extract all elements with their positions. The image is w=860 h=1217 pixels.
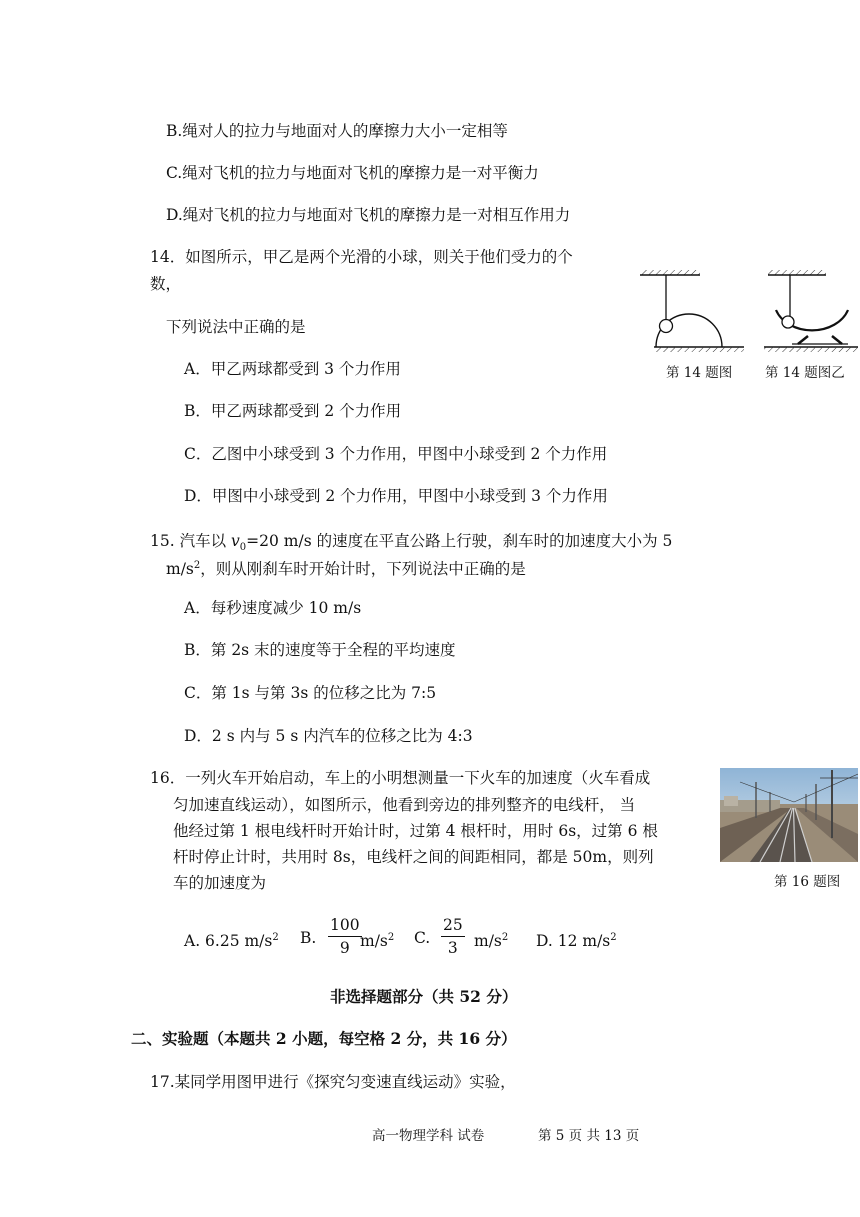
q14-caption-yi: 第 14 题图乙 [765,365,845,381]
q14-caption-jia: 第 14 题图 [666,365,733,381]
q16-option-d-text: D. 12 m/s [536,932,611,951]
q15-option-a: A．每秒速度减少 10 m/s [184,599,362,617]
q16-option-a-sup: 2 [272,932,279,943]
q15-v-symbol: v [231,532,240,550]
q16-option-a [184,928,279,951]
q13-option-d: D.绳对飞机的拉力与地面对飞机的摩擦力是一对相互作用力 [166,206,571,224]
q16-option-c-denominator: 3 [447,939,458,957]
q16-option-a-text: A. 6.25 m/s [184,932,273,951]
q16-option-c-unit [474,928,508,951]
q16-option-c-fraction [441,914,465,959]
q16-railway-photo [720,768,858,862]
q16-stem-line1: 16．一列火车开始启动，车上的小明想测量一下火车的加速度（火车看成 [150,769,651,787]
q13-option-b: B.绳对人的拉力与地面对人的摩擦力大小一定相等 [166,122,508,140]
q16-option-b-denominator: 9 [339,939,350,957]
q17-stem: 17.某同学用图甲进行《探究匀变速直线运动》实验， [150,1073,516,1091]
q14-figure-jia [636,266,746,358]
q16-stem-line4: 杆时停止计时，共用时 8s，电线杆之间的间距相同，都是 50m，则列 [173,848,654,866]
q13-option-c: C.绳对飞机的拉力与地面对飞机的摩擦力是一对平衡力 [166,164,539,182]
q16-option-c-label: C. [414,929,431,947]
q15-unit: m/s [166,560,194,579]
q15-option-d: D．2 s 内与 5 s 内汽车的位移之比为 4:3 [184,727,473,745]
q16-stem-line5: 车的加速度为 [173,874,267,892]
q14-stem-line3: 下列说法中正确的是 [166,318,306,336]
q16-option-c-unit-text: m/s [474,932,502,951]
q16-option-b-unit [360,928,394,951]
section-title: 非选择题部分（共 52 分） [330,987,518,1006]
q16-stem-line3: 他经过第 1 根电线杆时开始计时，过第 4 根杆时，用时 6s，过第 6 根 [173,822,658,840]
footer-subject: 高一物理学科 试卷 [372,1128,485,1144]
q14-option-b: B．甲乙两球都受到 2 个力作用 [184,402,402,420]
part2-title: 二、实验题（本题共 2 小题，每空格 2 分，共 16 分） [131,1029,517,1048]
q15-option-c: C．第 1s 与第 3s 的位移之比为 7:5 [184,684,437,702]
q16-option-b-label: B. [300,929,317,947]
q14-stem-line1: 14．如图所示，甲乙是两个光滑的小球，则关于他们受力的个 [150,248,573,266]
q16-caption: 第 16 题图 [774,874,841,890]
q16-option-b-sup: 2 [387,932,395,943]
q16-option-b-numerator: 100 [328,914,362,937]
footer-page-number: 第 5 页 共 13 页 [538,1128,640,1144]
q14-option-a: A．甲乙两球都受到 3 个力作用 [184,360,401,378]
q16-option-c-numerator: 25 [441,914,465,937]
q15-text-a: 15. 汽车以 [150,532,232,550]
q14-option-d: D．甲图中小球受到 2 个力作用，甲图中小球受到 3 个力作用 [184,487,608,505]
q15-stem-line2 [166,556,526,579]
q15-option-b: B．第 2s 末的速度等于全程的平均速度 [184,641,456,659]
q15-text-b: =20 m/s 的速度在平直公路上行驶，刹车时的加速度大小为 5 [246,532,673,550]
q16-option-d-sup: 2 [610,932,617,943]
q16-option-b-unit-text: m/s [360,932,388,951]
q14-option-c: C．乙图中小球受到 3 个力作用，甲图中小球受到 2 个力作用 [184,445,608,463]
q16-option-d [536,928,617,951]
q14-figure-yi [762,266,860,358]
q16-stem-line2: 匀加速直线运动），如图所示，他看到旁边的排列整齐的电线杆， 当 [173,796,636,814]
q15-text-c: ，则从刚刹车时开始计时，下列说法中正确的是 [200,560,526,579]
q15-stem-line1 [150,531,672,558]
q15-v-subscript: 0 [239,542,247,554]
q16-option-b-fraction [328,914,362,959]
q16-option-c-sup: 2 [501,932,509,943]
q15-unit-sup: 2 [193,560,201,571]
q14-stem-line2: 数， [150,275,182,293]
